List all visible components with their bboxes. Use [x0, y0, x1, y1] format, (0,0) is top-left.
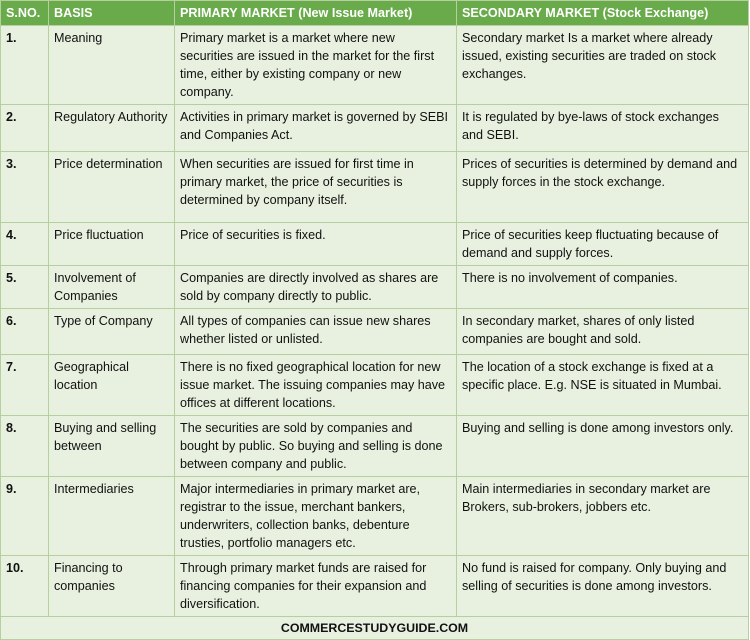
- table-row: [1, 26, 749, 105]
- table-row: [1, 105, 749, 152]
- row-secondary: Secondary market Is a market where already issued, existing securities are traded on stock exchanges.: [457, 26, 749, 105]
- table-row: [1, 152, 749, 223]
- row-secondary: Main intermediaries in secondary market are Brokers, sub-brokers, jobbers etc.: [457, 477, 749, 556]
- table-row: [1, 416, 749, 477]
- row-primary: The securities are sold by companies and bought by public. So buying and selling is done between company and public.: [175, 416, 457, 477]
- table-row: [1, 223, 749, 266]
- header-secondary-market: SECONDARY MARKET (Stock Exchange): [457, 1, 749, 26]
- row-primary: Companies are directly involved as shares are sold by company directly to public.: [175, 266, 457, 309]
- row-number: 7.: [1, 355, 49, 416]
- row-secondary: No fund is raised for company. Only buying and selling of securities is done among investors.: [457, 556, 749, 617]
- row-secondary: Price of securities keep fluctuating because of demand and supply forces.: [457, 223, 749, 266]
- row-number: 2.: [1, 105, 49, 152]
- row-number: 1.: [1, 26, 49, 105]
- row-secondary: The location of a stock exchange is fixed at a specific place. E.g. NSE is situated in Mumbai.: [457, 355, 749, 416]
- row-primary: There is no fixed geographical location for new issue market. The issuing companies may have offices at different locations.: [175, 355, 457, 416]
- table-row: [1, 355, 749, 416]
- row-basis: Involvement of Companies: [49, 266, 175, 309]
- table-row: [1, 556, 749, 617]
- row-secondary: Prices of securities is determined by demand and supply forces in the stock exchange.: [457, 152, 749, 223]
- row-basis: Meaning: [49, 26, 175, 105]
- header-row: [1, 1, 749, 26]
- row-primary: When securities are issued for first time in primary market, the price of securities is determined by company itself.: [175, 152, 457, 223]
- header-primary-market: PRIMARY MARKET (New Issue Market): [175, 1, 457, 26]
- row-primary: All types of companies can issue new shares whether listed or unlisted.: [175, 309, 457, 355]
- row-secondary: It is regulated by bye-laws of stock exchanges and SEBI.: [457, 105, 749, 152]
- row-primary: Through primary market funds are raised for financing companies for their expansion and diversification.: [175, 556, 457, 617]
- row-primary: Major intermediaries in primary market are, registrar to the issue, merchant bankers, underwriters, collection banks, debenture trusties, portfolio managers etc.: [175, 477, 457, 556]
- row-number: 9.: [1, 477, 49, 556]
- row-secondary: Buying and selling is done among investors only.: [457, 416, 749, 477]
- row-basis: Intermediaries: [49, 477, 175, 556]
- row-primary: Activities in primary market is governed by SEBI and Companies Act.: [175, 105, 457, 152]
- header-basis: BASIS: [49, 1, 175, 26]
- site-watermark: COMMERCESTUDYGUIDE.COM: [1, 617, 749, 640]
- row-number: 8.: [1, 416, 49, 477]
- row-secondary: In secondary market, shares of only listed companies are bought and sold.: [457, 309, 749, 355]
- row-primary: Price of securities is fixed.: [175, 223, 457, 266]
- footer-row: [1, 617, 749, 640]
- row-basis: Type of Company: [49, 309, 175, 355]
- row-basis: Financing to companies: [49, 556, 175, 617]
- header-sno: S.NO.: [1, 1, 49, 26]
- row-basis: Price fluctuation: [49, 223, 175, 266]
- row-basis: Price determination: [49, 152, 175, 223]
- row-number: 3.: [1, 152, 49, 223]
- row-number: 5.: [1, 266, 49, 309]
- row-number: 10.: [1, 556, 49, 617]
- row-basis: Geographical location: [49, 355, 175, 416]
- row-basis: Buying and selling between: [49, 416, 175, 477]
- table-row: [1, 477, 749, 556]
- table-row: [1, 309, 749, 355]
- row-secondary: There is no involvement of companies.: [457, 266, 749, 309]
- row-number: 4.: [1, 223, 49, 266]
- table-row: [1, 266, 749, 309]
- row-number: 6.: [1, 309, 49, 355]
- row-primary: Primary market is a market where new securities are issued in the market for the first time, either by existing company or new company.: [175, 26, 457, 105]
- row-basis: Regulatory Authority: [49, 105, 175, 152]
